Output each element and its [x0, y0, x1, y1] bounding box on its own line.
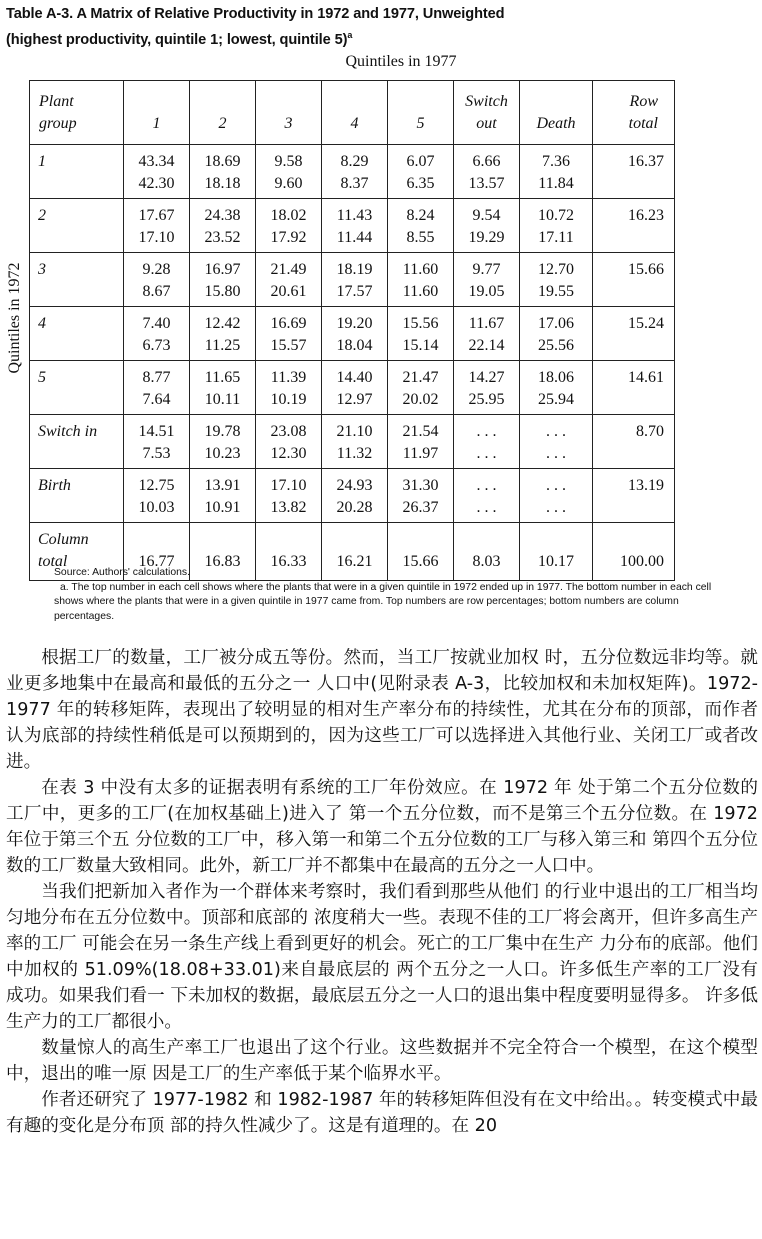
row-percentage: 31.30 [402, 477, 439, 494]
title-note-mark: a [347, 30, 353, 40]
table-row [30, 307, 675, 361]
cell-death [520, 145, 593, 199]
header-q3: 3 [256, 81, 322, 145]
cell-death [520, 415, 593, 469]
column-percentage: 20.28 [336, 499, 373, 516]
row-percentage: 12.70 [538, 261, 574, 278]
column-percentage: . . . [546, 499, 566, 516]
cell-q1 [124, 469, 190, 523]
row-percentage: 9.54 [472, 207, 501, 224]
cell-switch-out [454, 361, 520, 415]
table-row [30, 415, 675, 469]
cell-death [520, 253, 593, 307]
row-percentage: 7.40 [142, 315, 171, 332]
column-percentage: 7.64 [142, 391, 171, 408]
cell-q5 [388, 361, 454, 415]
column-percentage: 20.02 [402, 391, 439, 408]
header-row-total: Row total [593, 81, 675, 145]
column-percentage: 13.57 [468, 175, 505, 192]
plant-group-label: 5 [30, 361, 124, 415]
header-row [30, 81, 675, 145]
cell-q4 [322, 253, 388, 307]
cell-q3 [256, 145, 322, 199]
column-percentage: 12.97 [336, 391, 373, 408]
column-group-label: Quintiles in 1977 [345, 53, 457, 70]
row-percentage: 23.08 [270, 423, 307, 440]
column-percentage: 19.29 [468, 229, 505, 246]
row-percentage: 21.47 [402, 369, 439, 386]
cell-q5 [388, 199, 454, 253]
column-percentage: 11.60 [402, 283, 439, 300]
cell-q4 [322, 199, 388, 253]
cell-death [520, 199, 593, 253]
row-percentage: 24.93 [336, 477, 373, 494]
cell-q1 [124, 199, 190, 253]
cell-q2 [190, 469, 256, 523]
column-percentage: 11.97 [402, 445, 439, 462]
cell-q4 [322, 469, 388, 523]
cell-q5 [388, 253, 454, 307]
table-row [30, 199, 675, 253]
row-percentage: 11.43 [336, 207, 373, 224]
column-percentage: 18.18 [204, 175, 241, 192]
cell-q2 [190, 253, 256, 307]
cell-q1 [124, 415, 190, 469]
cell-switch-out [454, 469, 520, 523]
row-percentage: 12.75 [138, 477, 175, 494]
table-row [30, 361, 675, 415]
column-percentage: 10.11 [204, 391, 241, 408]
column-percentage: 10.19 [270, 391, 307, 408]
row-percentage: 18.06 [538, 369, 574, 386]
column-percentage: 22.14 [468, 337, 505, 354]
row-percentage: 10.72 [538, 207, 574, 224]
cell-death [520, 307, 593, 361]
column-total-q4: 16.21 [322, 523, 388, 581]
row-percentage: 8.29 [340, 153, 369, 170]
body-paragraph: 根据工厂的数量，工厂被分成五等份。然而，当工厂按就业加权 时，五分位数远非均等。就业更多地集中在最高和最低的五分之一 人口中(见附录表 A-3，比较加权和未加权矩阵)。1972-1977 年的转移矩阵，表现出了较明显的相对生产率分布的持续性，尤其在分布的顶部，而作者认为底部的持续性稍低是可以预期到的，因为这些工厂可以选择进入其他行业、关闭工厂或者改进。 [6, 648, 758, 772]
row-percentage: 21.54 [402, 423, 439, 440]
table-title-line-1: Table A-3. A Matrix of Relative Productivity in 1972 and 1977, Unweighted [6, 6, 505, 22]
row-percentage: 21.49 [270, 261, 307, 278]
row-percentage: 8.77 [142, 369, 171, 386]
header-switch-out: Switch out [454, 81, 520, 145]
table-title-line-2: (highest productivity, quintile 1; lowest, quintile 5)$^a$ [6, 30, 353, 48]
column-percentage: . . . [476, 445, 497, 462]
header-plant-group: Plant group [30, 81, 124, 145]
cell-q3 [256, 361, 322, 415]
row-percentage: 14.51 [138, 423, 175, 440]
header-q4: 4 [322, 81, 388, 145]
column-percentage: 25.94 [538, 391, 574, 408]
cell-q3 [256, 253, 322, 307]
cell-q5 [388, 145, 454, 199]
column-percentage: . . . [476, 499, 497, 516]
cell-q3 [256, 415, 322, 469]
plant-group-label: 4 [30, 307, 124, 361]
cell-row-total: 13.19 [593, 469, 675, 523]
cell-q2 [190, 415, 256, 469]
row-percentage: 11.65 [204, 369, 241, 386]
row-percentage: 16.97 [204, 261, 241, 278]
column-percentage: 17.10 [138, 229, 175, 246]
cell-q3 [256, 199, 322, 253]
cell-q5 [388, 415, 454, 469]
cell-row-total: 14.61 [593, 361, 675, 415]
row-percentage: 18.02 [270, 207, 307, 224]
cell-switch-out [454, 199, 520, 253]
column-percentage: 17.92 [270, 229, 307, 246]
column-percentage: 11.25 [204, 337, 241, 354]
cell-q2 [190, 361, 256, 415]
column-percentage: 10.03 [138, 499, 175, 516]
header-q1: 1 [124, 81, 190, 145]
row-percentage: 17.10 [270, 477, 307, 494]
row-percentage: 9.28 [142, 261, 171, 278]
column-percentage: 9.60 [274, 175, 303, 192]
column-percentage: . . . [546, 445, 566, 462]
column-total-q5: 15.66 [388, 523, 454, 581]
row-percentage: 21.10 [336, 423, 373, 440]
column-percentage: 8.55 [406, 229, 435, 246]
cell-switch-out [454, 415, 520, 469]
body-paragraph: 作者还研究了 1977-1982 和 1982-1987 年的转移矩阵但没有在文中给出。。转变模式中最有趣的变化是分布顶 部的持久性减少了。这是有道理的。在 20 [6, 1090, 758, 1136]
column-percentage: 15.14 [402, 337, 439, 354]
row-percentage: . . . [546, 423, 566, 440]
column-percentage: 17.57 [336, 283, 373, 300]
cell-switch-out [454, 253, 520, 307]
column-percentage: 10.23 [204, 445, 241, 462]
row-percentage: 16.69 [270, 315, 307, 332]
column-total-label: Column total [30, 523, 124, 581]
column-percentage: 23.52 [204, 229, 241, 246]
column-percentage: 11.84 [538, 175, 574, 192]
column-percentage: 11.44 [336, 229, 373, 246]
column-total-death: 10.17 [520, 523, 593, 581]
column-percentage: 19.55 [538, 283, 574, 300]
column-percentage: 12.30 [270, 445, 307, 462]
row-percentage: 43.34 [138, 153, 175, 170]
column-percentage: 20.61 [270, 283, 307, 300]
row-percentage: 12.42 [204, 315, 241, 332]
cell-q2 [190, 199, 256, 253]
column-percentage: 7.53 [142, 445, 171, 462]
cell-q1 [124, 253, 190, 307]
column-total-q3: 16.33 [256, 523, 322, 581]
table-notes [54, 566, 734, 624]
column-total-row-total: 100.00 [593, 523, 675, 581]
cell-row-total: 16.23 [593, 199, 675, 253]
row-percentage: 7.36 [542, 153, 570, 170]
plant-group-label: Switch in [30, 415, 124, 469]
row-percentage: 14.40 [336, 369, 373, 386]
row-percentage: 14.27 [468, 369, 505, 386]
cell-q4 [322, 361, 388, 415]
table-title [6, 4, 758, 51]
column-percentage: 13.82 [270, 499, 307, 516]
column-total-q1: 16.77 [124, 523, 190, 581]
cell-q3 [256, 469, 322, 523]
column-percentage: 6.35 [406, 175, 435, 192]
body-paragraph: 在表 3 中没有太多的证据表明有系统的工厂年份效应。在 1972 年 处于第二个五分位数的工厂中，更多的工厂(在加权基础上)进入了 第一个五分位数，而不是第三个五分位数。在 1972 年位于第三个五 分位数的工厂中，移入第一和第二个五分位数的工厂与移入第三和 第四个五分位数的工厂数量大致相同。此外，新工厂并不都集中在最高的五分之一人口中。 [6, 778, 758, 876]
row-percentage: 18.19 [336, 261, 373, 278]
cell-q1 [124, 361, 190, 415]
cell-q1 [124, 145, 190, 199]
table-row [30, 469, 675, 523]
column-percentage: 11.32 [336, 445, 373, 462]
row-percentage: 11.39 [270, 369, 307, 386]
body-paragraph: 数量惊人的高生产率工厂也退出了这个行业。这些数据并不完全符合一个模型，在这个模型中，退出的唯一原 因是工厂的生产率低于某个临界水平。 [6, 1038, 758, 1084]
row-percentage: . . . [546, 477, 566, 494]
column-percentage: 15.57 [270, 337, 307, 354]
column-percentage: 42.30 [138, 175, 175, 192]
header-q2: 2 [190, 81, 256, 145]
column-percentage: 10.91 [204, 499, 241, 516]
row-percentage: 11.67 [468, 315, 505, 332]
row-percentage: 11.60 [402, 261, 439, 278]
cell-q2 [190, 145, 256, 199]
column-percentage: 17.11 [538, 229, 574, 246]
cell-switch-out [454, 145, 520, 199]
row-percentage: . . . [476, 423, 497, 440]
row-percentage: 24.38 [204, 207, 241, 224]
header-death: Death [520, 81, 593, 145]
plant-group-label: Birth [30, 469, 124, 523]
cell-death [520, 469, 593, 523]
row-percentage: 18.69 [204, 153, 241, 170]
row-percentage: 19.78 [204, 423, 241, 440]
cell-q5 [388, 307, 454, 361]
cell-q4 [322, 415, 388, 469]
column-percentage: 25.56 [538, 337, 574, 354]
source-note: Source: Authors' calculations. [54, 567, 190, 578]
row-percentage: 15.56 [402, 315, 439, 332]
column-percentage: 26.37 [402, 499, 439, 516]
row-percentage: 8.24 [406, 207, 435, 224]
footnote-a: a. The top number in each cell shows where the plants that were in a given quintile in 1972 ended up in 1977. The bottom number in each cell shows where the plants that were in a given quintile in 1977 came from. Top numbers are row percentages; bottom numbers are column percentages. [54, 581, 712, 622]
table-row [30, 145, 675, 199]
row-percentage: 17.67 [138, 207, 175, 224]
cell-q2 [190, 307, 256, 361]
table-row [30, 253, 675, 307]
row-percentage: . . . [476, 477, 497, 494]
column-percentage: 25.95 [468, 391, 505, 408]
column-percentage: 19.05 [468, 283, 505, 300]
body-text [6, 645, 758, 1139]
plant-group-label: 1 [30, 145, 124, 199]
cell-q4 [322, 145, 388, 199]
column-percentage: 8.67 [142, 283, 171, 300]
plant-group-label: 2 [30, 199, 124, 253]
body-paragraph: 当我们把新加入者作为一个群体来考察时，我们看到那些从他们 的行业中退出的工厂相当均匀地分布在五分位数中。顶部和底部的 浓度稍大一些。表现不佳的工厂将会离开，但许多高生产率的工厂 可能会在另一条生产线上看到更好的机会。死亡的工厂集中在生产 力分布的底部。他们中加权的 51.09%(18.08+33.01)来自最底层的 两个五分之一人口。许多低生产率的工厂没有成功。如果我们看一 下未加权的数据，最底层五分之一人口的退出集中程度要明显得多。 许多低生产力的工厂都很小。 [6, 882, 758, 1032]
cell-q1 [124, 307, 190, 361]
cell-q3 [256, 307, 322, 361]
cell-switch-out [454, 307, 520, 361]
cell-row-total: 8.70 [593, 415, 675, 469]
cell-row-total: 15.24 [593, 307, 675, 361]
cell-row-total: 15.66 [593, 253, 675, 307]
column-percentage: 6.73 [142, 337, 171, 354]
row-percentage: 6.66 [472, 153, 501, 170]
row-percentage: 13.91 [204, 477, 241, 494]
header-q5: 5 [388, 81, 454, 145]
row-percentage: 17.06 [538, 315, 574, 332]
plant-group-label: 3 [30, 253, 124, 307]
column-total-switch-out: 8.03 [454, 523, 520, 581]
cell-q5 [388, 469, 454, 523]
row-percentage: 9.58 [274, 153, 303, 170]
row-group-label: Quintiles in 1972 [6, 262, 23, 374]
column-percentage: 18.04 [336, 337, 373, 354]
row-percentage: 9.77 [472, 261, 501, 278]
column-percentage: 15.80 [204, 283, 241, 300]
cell-row-total: 16.37 [593, 145, 675, 199]
cell-death [520, 361, 593, 415]
column-total-q2: 16.83 [190, 523, 256, 581]
cell-q4 [322, 307, 388, 361]
productivity-matrix-table [29, 80, 675, 581]
row-percentage: 6.07 [406, 153, 435, 170]
row-percentage: 19.20 [336, 315, 373, 332]
column-percentage: 8.37 [340, 175, 369, 192]
